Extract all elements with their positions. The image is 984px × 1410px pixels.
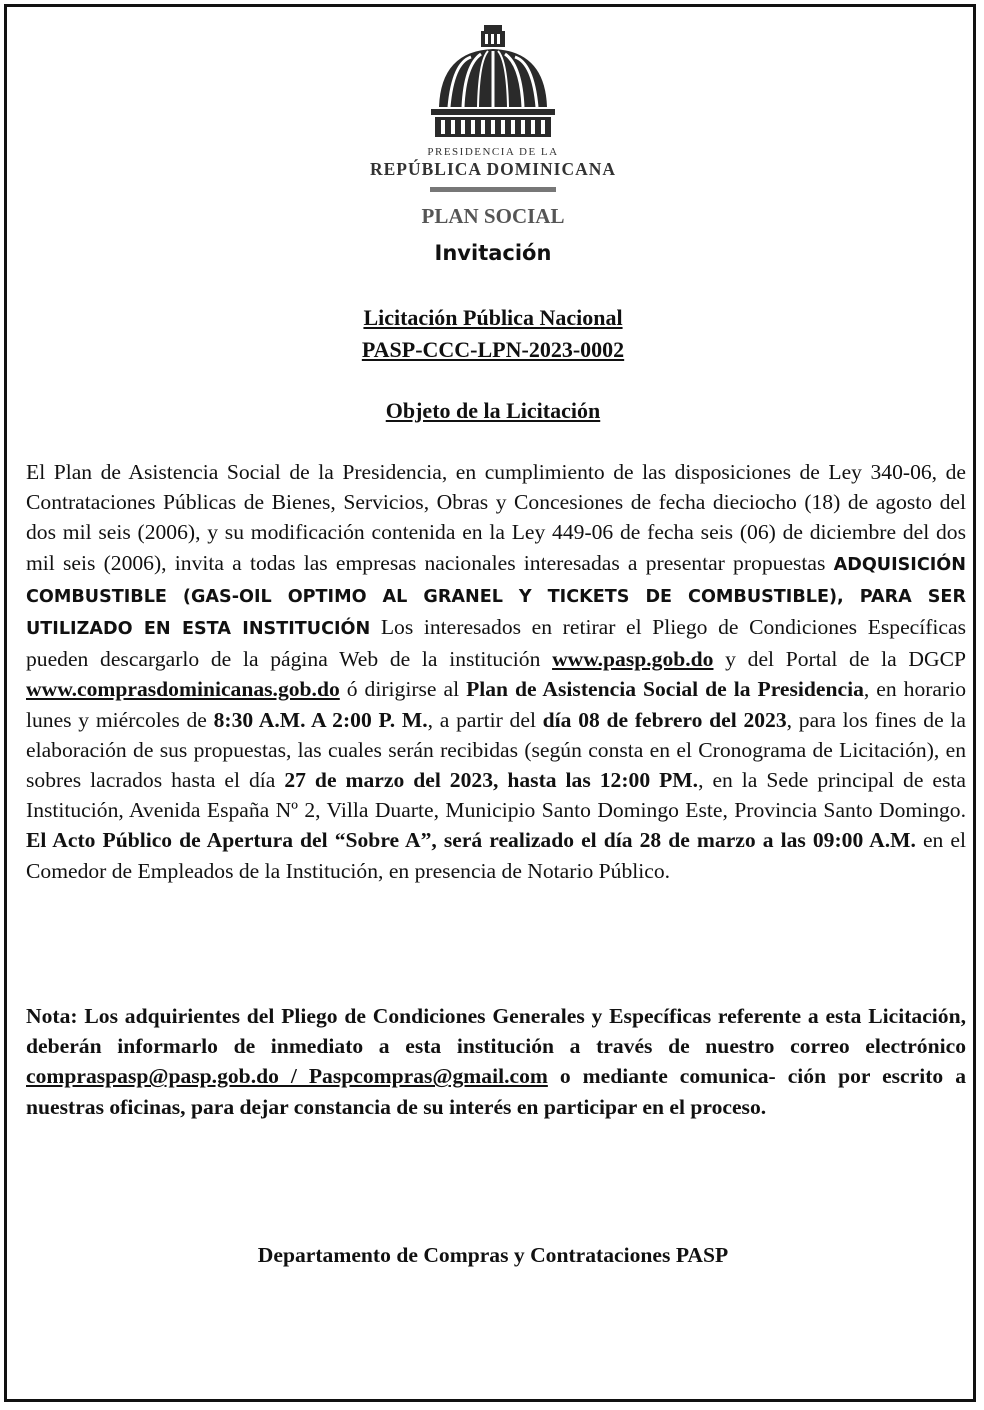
plan-social-logo — [7, 21, 979, 231]
nota-text-1: Nota: Los adquirientes del Pliego de Condiciones Generales y Específicas referente a esta Licitación, deberán informarlo de inmediato a esta institución a través de nuestro correo electrónico — [26, 1004, 966, 1059]
body-text-4: ó dirigirse al — [339, 677, 467, 702]
institution-name: Plan de Asistencia Social de la Presidencia — [466, 677, 864, 702]
logo-line2: REPÚBLICA DOMINICANA — [369, 159, 617, 179]
body-text-7: , para los fines de la elaboración de sus propuestas, las cuales serán recibidas (según consta en el Cronograma de Licitación), en sobres lacrados hasta el día — [26, 707, 966, 793]
opening-act: El Acto Público de Apertura del “Sobre A”, será realizado el día 28 de marzo a las 09:00 A.M. — [26, 828, 916, 853]
logo-line1: PRESIDENCIA DE LA — [427, 146, 559, 158]
body-text-2: Los interesados en retirar el Pliego de Condiciones Específicas pueden descargarlo de la página Web de la institución — [26, 615, 967, 672]
office-hours: 8:30 A.M. A 2:00 P. M. — [213, 707, 428, 732]
body-text-8: , en la Sede principal de esta Institución, Avenida España Nº 2, Villa Duarte, Municipio Santo Domingo Este, Provincia Santo Domingo. — [26, 768, 966, 823]
procurement-object: ADQUISICIÓN COMBUSTIBLE (GAS-OIL OPTIMO AL GRANEL Y TICKETS DE COMBUSTIBLE), PARA SER UTILIZADO EN ESTA INSTITUCIÓN — [26, 554, 966, 640]
body-text-5: , en horario lunes y miércoles de — [26, 677, 967, 732]
body-text-3: y del Portal de la DGCP — [713, 647, 966, 672]
body-text-6: , a partir del — [427, 707, 543, 732]
invitation-body — [26, 457, 966, 886]
department-signature: Departamento de Compras y Contrataciones PASP — [257, 1243, 729, 1267]
licitacion-code: PASP-CCC-LPN-2023-0002 — [361, 337, 625, 362]
invitation-title: Invitación — [434, 241, 552, 265]
objeto-heading: Objeto de la Licitación — [385, 398, 601, 423]
compras-portal-link[interactable]: www.comprasdominicanas.gob.do — [26, 677, 340, 702]
logo-divider — [430, 187, 556, 192]
dome-emblem-icon — [333, 21, 653, 231]
body-text-9: en el Comedor de Empleados de la Institución, en presencia de Notario Público. — [26, 828, 967, 883]
nota-paragraph — [26, 1001, 966, 1122]
licitacion-type: Licitación Pública Nacional — [363, 305, 623, 330]
nota-text-2: o mediante comunica- ción por escrito a nuestras oficinas, para dejar constancia de su interés en participar en el proceso. — [26, 1064, 966, 1119]
body-text-1: El Plan de Asistencia Social de la Presidencia, en cumplimiento de las disposiciones de Ley 340-06, de Contrataciones Públicas de Bienes, Servicios, Obras y Concesiones de fecha dieciocho (18) de agosto del dos mil seis (2006), y su modificación contenida en la Ley 449-06 de fecha seis (06) de diciembre del dos mil seis (2006), invita a todas las empresas nacionales interesadas a presentar propuestas — [26, 460, 966, 575]
deadline-date: 27 de marzo del 2023, hasta las 12:00 PM. — [284, 768, 699, 793]
start-date: día 08 de febrero del 2023 — [542, 707, 787, 732]
contact-emails-link[interactable]: compraspasp@pasp.gob.do / Paspcompras@gmail.com — [26, 1064, 548, 1089]
document-frame — [4, 4, 976, 1402]
logo-line3: PLAN SOCIAL — [421, 204, 565, 228]
pasp-website-link[interactable]: www.pasp.gob.do — [552, 647, 714, 672]
